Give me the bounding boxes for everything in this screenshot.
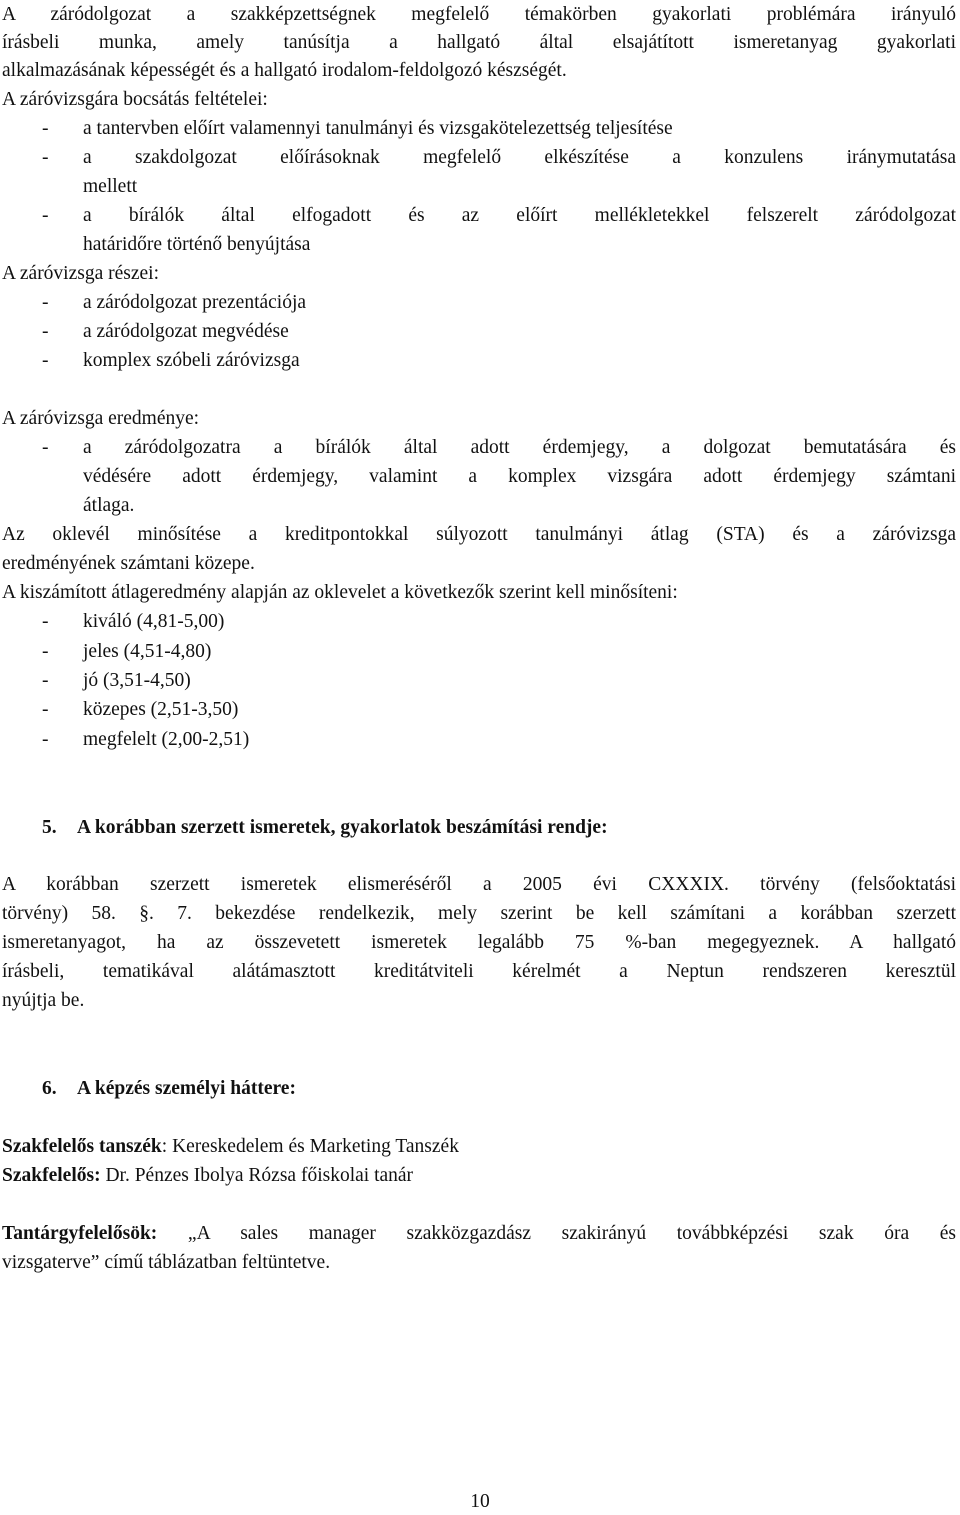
bullet-dash: -	[42, 350, 49, 371]
list-item-text: a szakdolgozat előírásoknak megfelelő elkészítése a konzulens iránymutatása	[83, 147, 956, 168]
grade-item	[42, 666, 956, 695]
page-number: 10	[470, 1491, 490, 1512]
bullet-dash: -	[42, 670, 49, 691]
subject-managers-line: vizsgaterve” című táblázatban feltüntetve.	[2, 1252, 331, 1273]
grade-item-text: kiváló (4,81-5,00)	[83, 611, 225, 632]
list-item	[42, 288, 956, 317]
responsible-value: Dr. Pénzes Ibolya Rózsa főiskolai tanár	[100, 1165, 414, 1186]
department-line	[2, 1132, 956, 1161]
department-label: Szakfelelős tanszék	[2, 1136, 162, 1157]
grade-item-text: közepes (2,51-3,50)	[83, 699, 239, 720]
section-title: A képzés személyi háttere:	[77, 1078, 296, 1099]
grade-item	[42, 607, 956, 636]
section5-line: törvény) 58. §. 7. bekezdése rendelkezik, mely szerint be kell számítani a korábban szerzett	[2, 903, 956, 924]
section5-line: ismeretanyagot, ha az összevetett ismeretek legalább 75 %-ban megegyeznek. A hallgató	[2, 932, 956, 953]
grade-item	[42, 637, 956, 666]
list-item-continuation: átlaga.	[83, 495, 135, 516]
bullet-dash: -	[42, 729, 49, 750]
subject-managers-line	[2, 1219, 956, 1248]
list-item-continuation: mellett	[83, 176, 138, 197]
section5-line: írásbeli, tematikával alátámasztott kreditátviteli kérelmét a Neptun rendszeren keresztül	[2, 961, 956, 982]
list-item-text: a záródolgozatra a bírálók által adott érdemjegy, a dolgozat bemutatására és	[83, 437, 956, 458]
bullet-dash: -	[42, 147, 49, 168]
list-item-text: komplex szóbeli záróvizsga	[83, 350, 300, 371]
section5-line: nyújtja be.	[2, 990, 85, 1011]
section-heading	[42, 813, 956, 842]
list-item-continuation: határidőre történő benyújtása	[83, 234, 311, 255]
list-item-text: a záródolgozat prezentációja	[83, 292, 307, 313]
list-item-continuation: védésére adott érdemjegy, valamint a komplex vizsgára adott érdemjegy számtani	[83, 466, 956, 487]
grade-item-text: megfelelt (2,00-2,51)	[83, 729, 250, 750]
bullet-dash: -	[42, 641, 49, 662]
responsible-line	[2, 1161, 956, 1190]
intro-line: A záródolgozat a szakképzettségnek megfelelő témakörben gyakorlati problémára irányuló	[2, 4, 956, 25]
intro-line: alkalmazásának képességét és a hallgató irodalom-feldolgozó készségét.	[2, 60, 567, 81]
bullet-dash: -	[42, 118, 49, 139]
bullet-dash: -	[42, 699, 49, 720]
list-item-text: a tantervben előírt valamennyi tanulmányi és vizsgakötelezettség teljesítése	[83, 118, 673, 139]
section-title: A korábban szerzett ismeretek, gyakorlatok beszámítási rendje:	[77, 817, 608, 838]
bullet-dash: -	[42, 292, 49, 313]
section-heading	[42, 1074, 956, 1103]
department-value: : Kereskedelem és Marketing Tanszék	[161, 1136, 459, 1157]
list-item	[42, 114, 956, 143]
grade-item-text: jó (3,51-4,50)	[83, 670, 191, 691]
grade-item	[42, 725, 956, 754]
list-item	[42, 317, 956, 346]
grading-intro: A kiszámított átlageredmény alapján az oklevelet a következők szerint kell minősíteni:	[2, 582, 678, 603]
bullet-dash: -	[42, 437, 49, 458]
result-title: A záróvizsga eredménye:	[2, 408, 200, 429]
list-item-text: a záródolgozat megvédése	[83, 321, 289, 342]
bullet-dash: -	[42, 321, 49, 342]
section-number: 6.	[42, 1078, 57, 1099]
section-number: 5.	[42, 817, 57, 838]
diploma-line: Az oklevél minősítése a kreditpontokkal súlyozott tanulmányi átlag (STA) és a záróvizsga	[2, 524, 956, 545]
list-item-text: a bírálók által elfogadott és az előírt mellékletekkel felszerelt záródolgozat	[83, 205, 956, 226]
subject-managers-label: Tantárgyfelelősök:	[2, 1223, 158, 1244]
list-item	[42, 346, 956, 375]
list-item	[42, 433, 956, 462]
diploma-line: eredményének számtani közepe.	[2, 553, 255, 574]
grade-item-text: jeles (4,51-4,80)	[83, 641, 212, 662]
intro-line: írásbeli munka, amely tanúsítja a hallgató által elsajátított ismeretanyag gyakorlati	[2, 32, 956, 53]
admission-title: A záróvizsgára bocsátás feltételei:	[2, 89, 268, 110]
bullet-dash: -	[42, 611, 49, 632]
list-item	[42, 201, 956, 230]
parts-title: A záróvizsga részei:	[2, 263, 160, 284]
list-item	[42, 143, 956, 172]
section5-line: A korábban szerzett ismeretek elismeréséről a 2005 évi CXXXIX. törvény (felsőoktatási	[2, 874, 956, 895]
grade-item	[42, 695, 956, 724]
bullet-dash: -	[42, 205, 49, 226]
subject-managers-value: „A sales manager szakközgazdász szakirányú továbbképzési szak óra és	[157, 1223, 956, 1244]
responsible-label: Szakfelelős:	[2, 1165, 101, 1186]
